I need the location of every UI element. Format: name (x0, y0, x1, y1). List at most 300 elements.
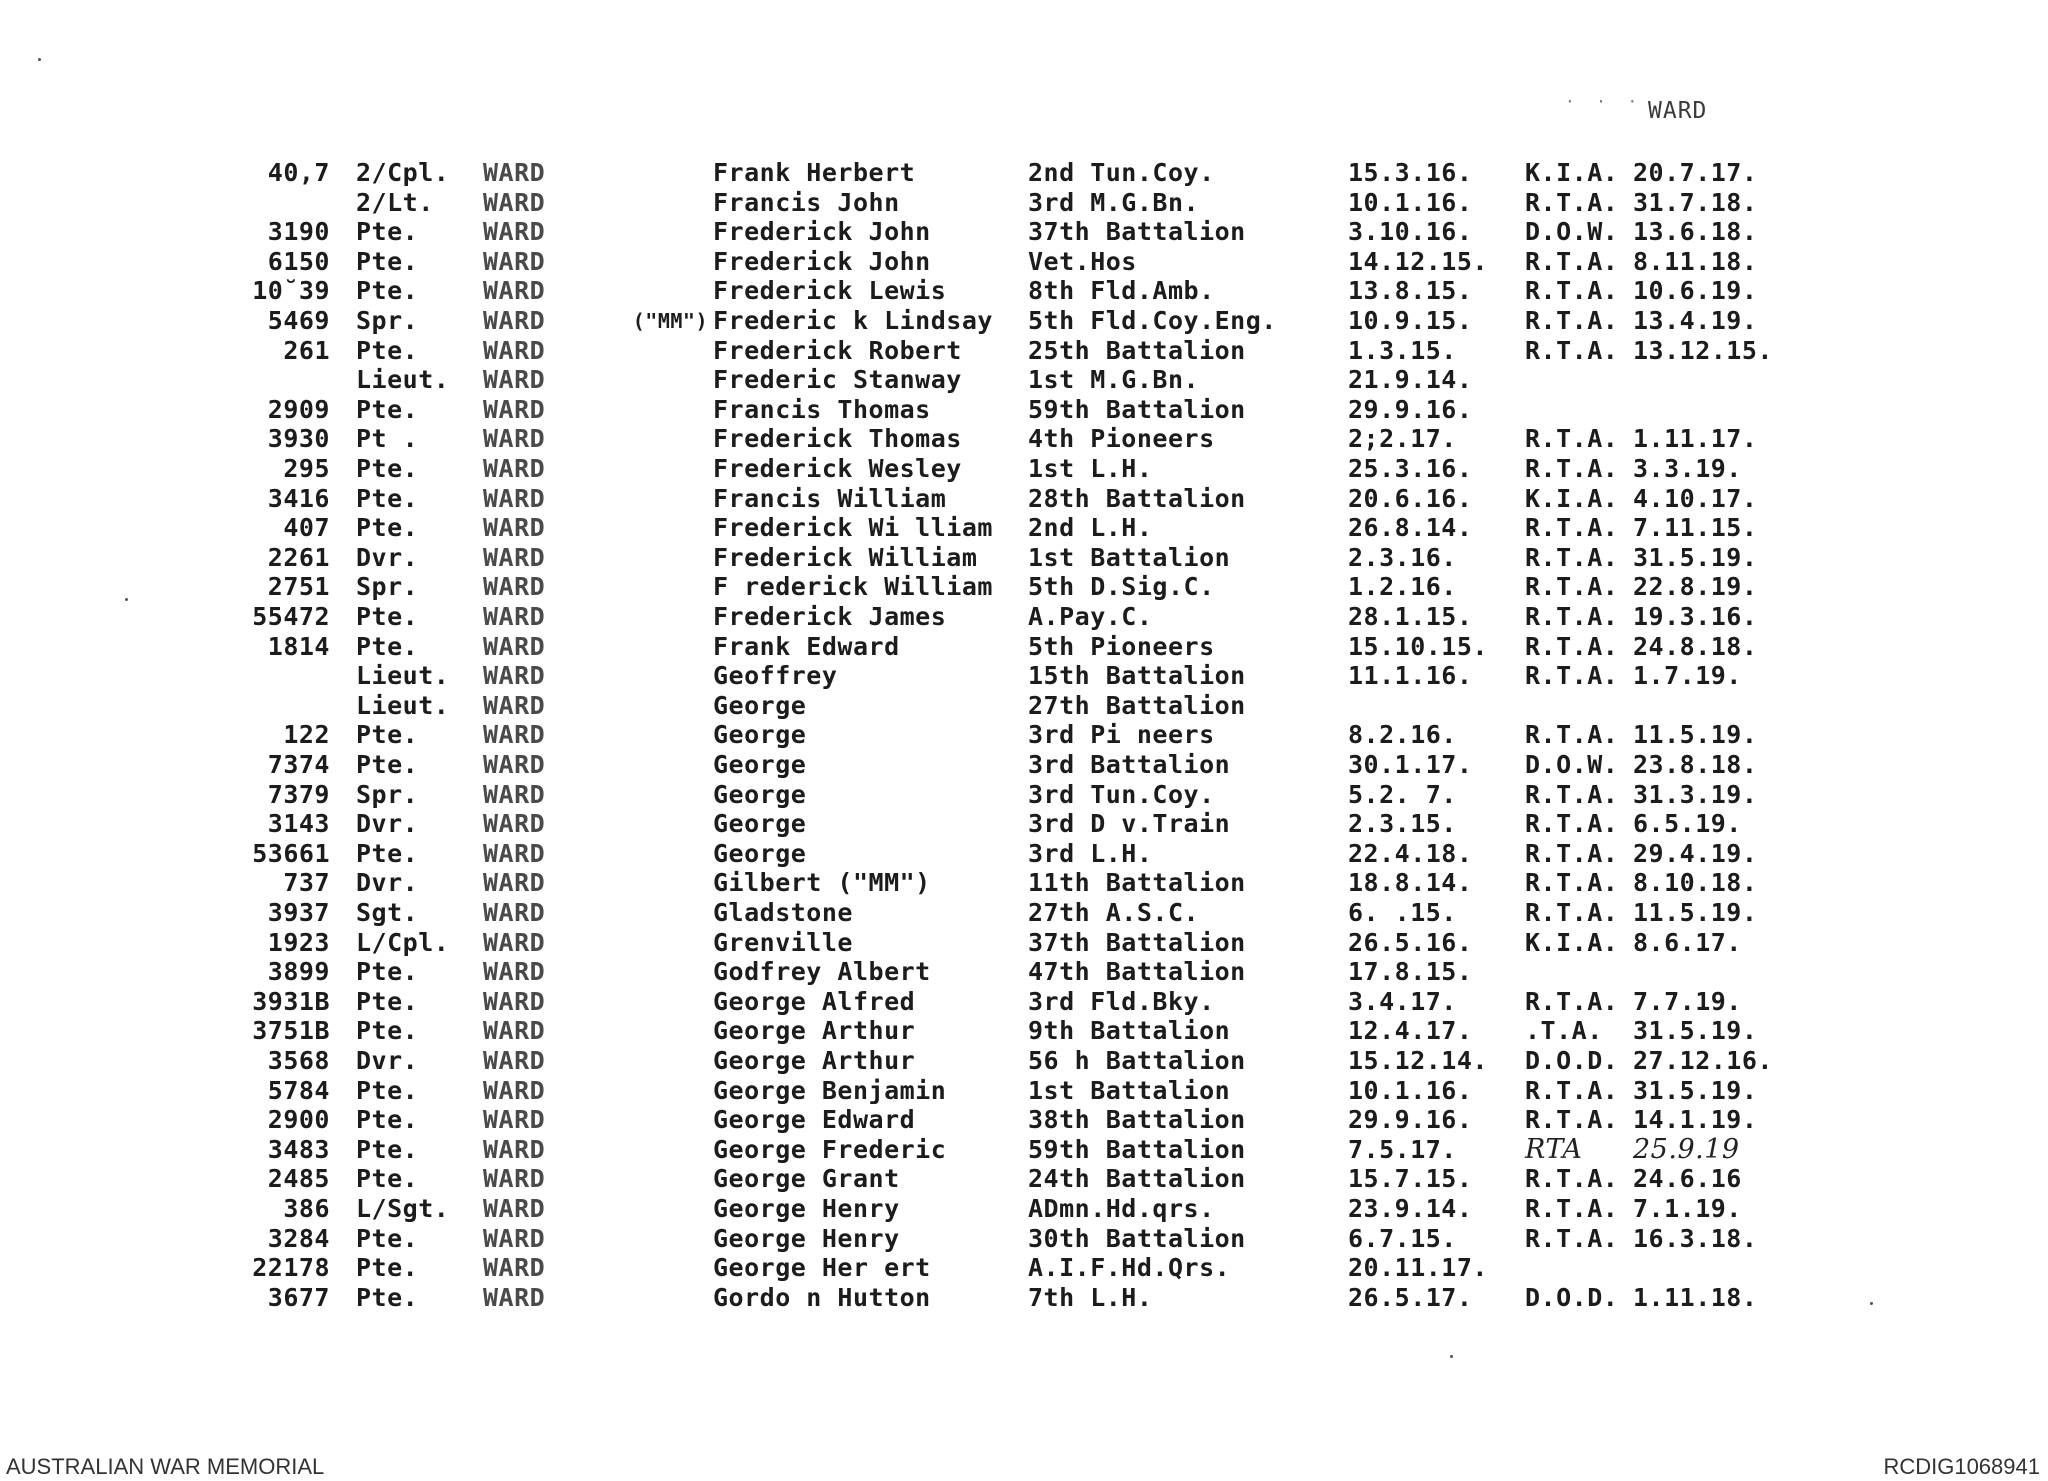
fate: D.O.D. (1525, 1282, 1619, 1312)
fate: R.T.A. (1525, 720, 1619, 750)
fate-date: 13.12.15. (1633, 335, 1773, 365)
rank: Sgt. (356, 898, 419, 927)
roll-entry (0, 1194, 2048, 1224)
given-names: George (713, 690, 807, 720)
enlistment-date: 1.2.16. (1348, 572, 1457, 602)
roll-entry (0, 780, 2048, 810)
fate-date: 11.5.19. (1633, 898, 1758, 927)
unit: 11th Battalion (1028, 868, 1246, 898)
fate-date: 16.3.18. (1633, 1223, 1758, 1253)
service-number: 2909 (267, 394, 330, 424)
fate-date: 31.5.19. (1633, 1016, 1758, 1046)
unit: 5th D.Sig.C. (1028, 572, 1215, 602)
surname: WARD (483, 986, 546, 1016)
fate: R.T.A. (1525, 572, 1619, 602)
surname: WARD (483, 1253, 546, 1283)
rank: Dvr. (356, 1046, 419, 1075)
surname: WARD (483, 898, 546, 927)
fate-date: 24.8.18. (1633, 631, 1758, 661)
roll-entry (0, 809, 2048, 839)
fate: R.T.A. (1525, 1194, 1619, 1223)
roll-entry (0, 365, 2048, 395)
surname: WARD (483, 957, 546, 987)
rank: L/Cpl. (356, 927, 450, 957)
enlistment-date: 20.6.16. (1348, 483, 1473, 513)
roll-entry (0, 484, 2048, 514)
fate: R.T.A. (1525, 631, 1619, 661)
service-number: 3568 (267, 1046, 330, 1075)
fate: D.O.W. (1525, 217, 1619, 247)
fate: R.T.A. (1525, 187, 1619, 217)
given-names: Frederick John (713, 246, 931, 276)
roll-entry (0, 158, 2048, 188)
roll-entry (0, 661, 2048, 691)
service-number: 2261 (267, 542, 330, 572)
rank: Pte. (356, 631, 419, 661)
service-number: 3416 (267, 483, 330, 513)
enlistment-date: 30.1.17. (1348, 750, 1473, 779)
surname: WARD (483, 1105, 546, 1135)
unit: A.I.F.Hd.Qrs. (1028, 1253, 1231, 1283)
fate-date: 7.1.19. (1633, 1194, 1742, 1223)
fate: R.T.A. (1525, 868, 1619, 898)
roll-entry (0, 839, 2048, 869)
rank: Pte. (356, 1105, 419, 1135)
service-number: 3931B (252, 986, 330, 1016)
roll-entry (0, 454, 2048, 484)
unit: 4th Pioneers (1028, 424, 1215, 454)
service-number: 22178 (252, 1253, 330, 1283)
enlistment-date: 26.8.14. (1348, 513, 1473, 543)
rank: Lieut. (356, 690, 450, 720)
unit: 15th Battalion (1028, 661, 1246, 691)
surname: WARD (483, 454, 546, 483)
given-names: Grenville (713, 927, 853, 957)
unit: 2nd Tun.Coy. (1028, 158, 1215, 187)
given-names: Francis William (713, 483, 947, 513)
service-number: 3190 (267, 217, 330, 247)
service-number: 10˘39 (252, 276, 330, 306)
fate: R.T.A. (1525, 246, 1619, 276)
rank: Pte. (356, 1253, 419, 1283)
given-names: George (713, 720, 807, 750)
surname: WARD (483, 1282, 546, 1312)
unit: 9th Battalion (1028, 1016, 1231, 1046)
surname: WARD (483, 246, 546, 276)
roll-entry (0, 1016, 2048, 1046)
enlistment-date: 10.9.15. (1348, 306, 1473, 335)
fate: R.T.A. (1525, 542, 1619, 572)
roll-entry (0, 691, 2048, 721)
fate-date: 25.9.19 (1633, 1133, 1740, 1165)
header-marks: · · · (1565, 92, 1644, 111)
unit: 25th Battalion (1028, 335, 1246, 365)
surname: WARD (483, 661, 546, 691)
enlistment-date: 2.3.15. (1348, 809, 1457, 839)
archive-footer-left: AUSTRALIAN WAR MEMORIAL (6, 1454, 325, 1479)
fate: D.O.W. (1525, 750, 1619, 779)
unit: 3rd Battalion (1028, 750, 1231, 779)
roll-entry (0, 336, 2048, 366)
enlistment-date: 15.12.14. (1348, 1046, 1488, 1075)
fate-date: 11.5.19. (1633, 720, 1758, 750)
roll-entry (0, 928, 2048, 958)
roll-entry (0, 1135, 2048, 1165)
roll-entry (0, 276, 2048, 306)
given-names: George (713, 779, 807, 809)
fate: R.T.A. (1525, 454, 1619, 483)
rank: Pte. (356, 1016, 419, 1046)
fate-date: 27.12.16. (1633, 1046, 1773, 1075)
surname: WARD (483, 306, 546, 335)
service-number: 5784 (267, 1075, 330, 1105)
roll-entry (0, 1283, 2048, 1313)
fate-date: 13.6.18. (1633, 217, 1758, 247)
rank: Pte. (356, 1075, 419, 1105)
service-number: 5469 (267, 306, 330, 335)
unit: 5th Pioneers (1028, 631, 1215, 661)
surname: WARD (483, 631, 546, 661)
surname: WARD (483, 217, 546, 247)
fate-date: 10.6.19. (1633, 276, 1758, 306)
fate: R.T.A. (1525, 809, 1619, 839)
rank: Pte. (356, 276, 419, 306)
unit: 37th Battalion (1028, 927, 1246, 957)
unit: 1st M.G.Bn. (1028, 365, 1200, 395)
unit: 3rd Tun.Coy. (1028, 779, 1215, 809)
service-number: 1814 (267, 631, 330, 661)
enlistment-date: 15.3.16. (1348, 158, 1473, 187)
enlistment-date: 10.1.16. (1348, 187, 1473, 217)
surname: WARD (483, 690, 546, 720)
unit: 47th Battalion (1028, 957, 1246, 987)
unit: A.Pay.C. (1028, 602, 1153, 631)
surname: WARD (483, 809, 546, 839)
service-number: 7374 (267, 750, 330, 779)
service-number: 737 (283, 868, 330, 898)
unit: 3rd L.H. (1028, 838, 1153, 868)
rank: Pte. (356, 838, 419, 868)
enlistment-date: 10.1.16. (1348, 1075, 1473, 1105)
surname: WARD (483, 1075, 546, 1105)
surname: WARD (483, 779, 546, 809)
roll-entry (0, 1224, 2048, 1254)
service-number: 3284 (267, 1223, 330, 1253)
given-names: George Henry (713, 1223, 900, 1253)
service-number: 53661 (252, 838, 330, 868)
unit: 37th Battalion (1028, 217, 1246, 247)
fate-date: 31.5.19. (1633, 1075, 1758, 1105)
given-names: Frank Edward (713, 631, 900, 661)
roll-entry (0, 987, 2048, 1017)
surname: WARD (483, 542, 546, 572)
enlistment-date: 6.7.15. (1348, 1223, 1457, 1253)
roll-entry (0, 1253, 2048, 1283)
roll-entry (0, 1105, 2048, 1135)
service-number: 2485 (267, 1164, 330, 1194)
rank: Pte. (356, 217, 419, 247)
service-number: 1923 (267, 927, 330, 957)
given-names: George Edward (713, 1105, 916, 1135)
unit: 30th Battalion (1028, 1223, 1246, 1253)
enlistment-date: 26.5.17. (1348, 1282, 1473, 1312)
fate-date: 4.10.17. (1633, 483, 1758, 513)
enlistment-date: 8.2.16. (1348, 720, 1457, 750)
given-names: Frank Herbert (713, 158, 916, 187)
given-names: George Arthur (713, 1046, 916, 1075)
enlistment-date: 11.1.16. (1348, 661, 1473, 691)
fate: D.O.D. (1525, 1046, 1619, 1075)
enlistment-date: 17.8.15. (1348, 957, 1473, 987)
rank: Pte. (356, 986, 419, 1016)
fate-date: 1.7.19. (1633, 661, 1742, 691)
unit: 56 h Battalion (1028, 1046, 1246, 1075)
surname: WARD (483, 365, 546, 395)
given-names: Frederick Wi lliam (713, 513, 993, 543)
unit: 24th Battalion (1028, 1164, 1246, 1194)
rank: Dvr. (356, 809, 419, 839)
rank: Pte. (356, 335, 419, 365)
fate-date: 7.11.15. (1633, 513, 1758, 543)
given-names: Gladstone (713, 898, 853, 927)
service-number: 2900 (267, 1105, 330, 1135)
service-number: 55472 (252, 602, 330, 631)
surname: WARD (483, 187, 546, 217)
given-names: Godfrey Albert (713, 957, 931, 987)
rank: Pte. (356, 246, 419, 276)
enlistment-date: 2.3.16. (1348, 542, 1457, 572)
rank: Pte. (356, 1134, 419, 1164)
surname: WARD (483, 513, 546, 543)
enlistment-date: 12.4.17. (1348, 1016, 1473, 1046)
fate-date: 14.1.19. (1633, 1105, 1758, 1135)
given-names: George Benjamin (713, 1075, 947, 1105)
enlistment-date: 15.7.15. (1348, 1164, 1473, 1194)
given-names: Frederick John (713, 217, 931, 247)
paper-speck (1450, 1355, 1453, 1358)
given-names: George Grant (713, 1164, 900, 1194)
unit: 27th Battalion (1028, 690, 1246, 720)
fate-date: 31.7.18. (1633, 187, 1758, 217)
fate: K.I.A. (1525, 927, 1619, 957)
fate-date: 8.10.18. (1633, 868, 1758, 898)
rank: L/Sgt. (356, 1194, 450, 1223)
fate: R.T.A. (1525, 661, 1619, 691)
surname: WARD (483, 1164, 546, 1194)
fate: R.T.A. (1525, 306, 1619, 335)
enlistment-date: 6. .15. (1348, 898, 1457, 927)
rank: Pte. (356, 720, 419, 750)
service-number: 3483 (267, 1134, 330, 1164)
enlistment-date: 3.4.17. (1348, 986, 1457, 1016)
service-number: 3143 (267, 809, 330, 839)
rank: Spr. (356, 306, 419, 335)
surname: WARD (483, 1194, 546, 1223)
surname: WARD (483, 750, 546, 779)
unit: 7th L.H. (1028, 1282, 1153, 1312)
surname: WARD (483, 927, 546, 957)
enlistment-date: 29.9.16. (1348, 394, 1473, 424)
given-names: George (713, 838, 807, 868)
rank: Pte. (356, 1223, 419, 1253)
fate-date: 1.11.18. (1633, 1282, 1758, 1312)
service-number: 122 (283, 720, 330, 750)
enlistment-date: 20.11.17. (1348, 1253, 1488, 1283)
surname: WARD (483, 276, 546, 306)
surname: WARD (483, 1223, 546, 1253)
fate-date: 8.11.18. (1633, 246, 1758, 276)
service-number: 3937 (267, 898, 330, 927)
fate: R.T.A. (1525, 1164, 1619, 1194)
given-names: George Henry (713, 1194, 900, 1223)
rank: Dvr. (356, 542, 419, 572)
surname: WARD (483, 1016, 546, 1046)
paper-speck (1870, 1302, 1873, 1305)
roll-entry (0, 395, 2048, 425)
unit: 28th Battalion (1028, 483, 1246, 513)
fate-date: 24.6.16 (1633, 1164, 1742, 1194)
given-names: George (713, 809, 807, 839)
rank: Pte. (356, 602, 419, 631)
fate-date: 19.3.16. (1633, 602, 1758, 631)
given-names: George (713, 750, 807, 779)
fate: .T.A. (1525, 1016, 1603, 1046)
enlistment-date: 7.5.17. (1348, 1134, 1457, 1164)
given-names: George Her ert (713, 1253, 931, 1283)
surname: WARD (483, 572, 546, 602)
service-number: 3930 (267, 424, 330, 454)
service-number: 3751B (252, 1016, 330, 1046)
given-names: George Alfred (713, 986, 916, 1016)
service-number: 3899 (267, 957, 330, 987)
fate-date: 3.3.19. (1633, 454, 1742, 483)
paper-speck (125, 598, 128, 601)
roll-entry (0, 572, 2048, 602)
unit: 3rd D v.Train (1028, 809, 1231, 839)
fate: K.I.A. (1525, 483, 1619, 513)
surname: WARD (483, 868, 546, 898)
enlistment-date: 2;2.17. (1348, 424, 1457, 454)
enlistment-date: 14.12.15. (1348, 246, 1488, 276)
rank: 2/Cpl. (356, 158, 450, 187)
given-names: Gilbert ("MM") (713, 868, 931, 898)
unit: 1st L.H. (1028, 454, 1153, 483)
page-surname-heading: WARD (1648, 98, 1708, 124)
rank: Pte. (356, 1164, 419, 1194)
given-names: Francis Thomas (713, 394, 931, 424)
fate: RTA (1525, 1133, 1583, 1165)
given-names: Frederick Wesley (713, 454, 962, 483)
surname: WARD (483, 1046, 546, 1075)
unit: 1st Battalion (1028, 542, 1231, 572)
unit: 8th Fld.Amb. (1028, 276, 1215, 306)
enlistment-date: 5.2. 7. (1348, 779, 1457, 809)
rank: Lieut. (356, 661, 450, 691)
rank: Dvr. (356, 868, 419, 898)
roll-entry (0, 543, 2048, 573)
fate-date: 6.5.19. (1633, 809, 1742, 839)
fate-date: 31.5.19. (1633, 542, 1758, 572)
enlistment-date: 23.9.14. (1348, 1194, 1473, 1223)
fate-date: 8.6.17. (1633, 927, 1742, 957)
surname: WARD (483, 720, 546, 750)
rank: Lieut. (356, 365, 450, 395)
unit: 1st Battalion (1028, 1075, 1231, 1105)
given-names: Frederic Stanway (713, 365, 962, 395)
rank: Pte. (356, 1282, 419, 1312)
unit: 27th A.S.C. (1028, 898, 1200, 927)
given-names: Frederick William (713, 542, 978, 572)
given-names: Gordo n Hutton (713, 1282, 931, 1312)
roll-entry (0, 217, 2048, 247)
fate: R.T.A. (1525, 276, 1619, 306)
archive-footer-right: RCDIG1068941 (1883, 1454, 2040, 1479)
given-names: Francis John (713, 187, 900, 217)
fate: R.T.A. (1525, 424, 1619, 454)
roll-entry (0, 868, 2048, 898)
rank: Spr. (356, 572, 419, 602)
fate-date: 20.7.17. (1633, 158, 1758, 187)
service-number: 2751 (267, 572, 330, 602)
given-names: George Arthur (713, 1016, 916, 1046)
enlistment-date: 15.10.15. (1348, 631, 1488, 661)
enlistment-date: 22.4.18. (1348, 838, 1473, 868)
unit: 59th Battalion (1028, 1134, 1246, 1164)
surname: WARD (483, 158, 546, 187)
unit: 3rd M.G.Bn. (1028, 187, 1200, 217)
rank: Pte. (356, 750, 419, 779)
fate-date: 29.4.19. (1633, 838, 1758, 868)
fate: R.T.A. (1525, 1105, 1619, 1135)
given-names: Frederick Lewis (713, 276, 947, 306)
fate: R.T.A. (1525, 838, 1619, 868)
surname: WARD (483, 335, 546, 365)
service-number: 3677 (267, 1282, 330, 1312)
unit: 2nd L.H. (1028, 513, 1153, 543)
rank: Pte. (356, 513, 419, 543)
roll-entry (0, 188, 2048, 218)
given-names: George Frederic (713, 1134, 947, 1164)
rank: Pte. (356, 454, 419, 483)
roll-entry (0, 1046, 2048, 1076)
rank: 2/Lt. (356, 187, 434, 217)
fate: R.T.A. (1525, 513, 1619, 543)
surname: WARD (483, 483, 546, 513)
fate: R.T.A. (1525, 1223, 1619, 1253)
unit: ADmn.Hd.qrs. (1028, 1194, 1215, 1223)
given-names: Frederick Thomas (713, 424, 962, 454)
surname: WARD (483, 838, 546, 868)
enlistment-date: 26.5.16. (1348, 927, 1473, 957)
fate: R.T.A. (1525, 335, 1619, 365)
fate-date: 13.4.19. (1633, 306, 1758, 335)
service-number: 407 (283, 513, 330, 543)
given-names: F rederick William (713, 572, 993, 602)
enlistment-date: 1.3.15. (1348, 335, 1457, 365)
surname: WARD (483, 1134, 546, 1164)
service-number: 40,7 (267, 158, 330, 187)
surname: WARD (483, 424, 546, 454)
rank: Pte. (356, 394, 419, 424)
fate-date: 1.11.17. (1633, 424, 1758, 454)
fate-date: 7.7.19. (1633, 986, 1742, 1016)
rank: Pt . (356, 424, 419, 454)
roll-entry (0, 1076, 2048, 1106)
enlistment-date: 13.8.15. (1348, 276, 1473, 306)
surname: WARD (483, 394, 546, 424)
service-number: 6150 (267, 246, 330, 276)
fate: R.T.A. (1525, 779, 1619, 809)
